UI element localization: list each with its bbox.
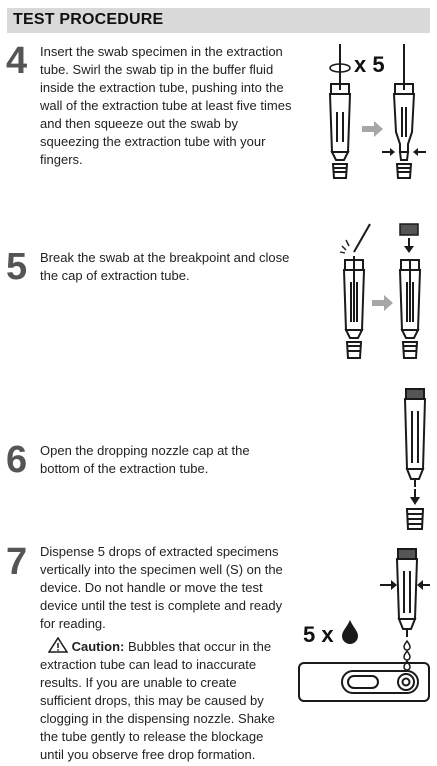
swab-swirl-illustration bbox=[318, 42, 430, 202]
step-text: Insert the swab specimen in the extraction tube. Swirl the swab tip in the buffer fluid inside the extraction tube, pushing into the wall of the extraction tube at least five times and then squeeze out the swab by squeezing the extraction tube with your fingers. bbox=[40, 44, 292, 167]
caution-label: Caution: bbox=[71, 639, 125, 654]
section-title: TEST PROCEDURE bbox=[13, 11, 164, 28]
step-text: Dispense 5 drops of extracted specimens vertically into the specimen well (S) on the device. Do not handle or move the test device until the test is complete and ready for reading. bbox=[40, 544, 283, 631]
step-number: 6 bbox=[6, 439, 28, 481]
step-number: 7 bbox=[6, 541, 28, 583]
caution-text: Bubbles that occur in the extraction tube can lead to inaccurate results. If you are unable to create sufficient drops, this may be caused by clogging in the dispensing nozzle. Shake the tube gently to release the blockage until you observe free drop formation. bbox=[40, 639, 275, 762]
step-text: Open the dropping nozzle cap at the bottom of the extraction tube. bbox=[40, 443, 250, 476]
swab-break-illustration bbox=[332, 222, 432, 372]
step-number: 5 bbox=[6, 246, 28, 288]
arrow-right-icon bbox=[372, 295, 393, 311]
section-header bbox=[7, 8, 430, 33]
arrow-right-icon bbox=[362, 121, 383, 137]
swirl-count: x 5 bbox=[354, 52, 385, 77]
dispense-drops-illustration bbox=[296, 545, 432, 705]
caution-block bbox=[40, 637, 280, 764]
open-nozzle-illustration bbox=[398, 387, 430, 537]
drops-count: 5 x bbox=[303, 622, 334, 647]
step-number: 4 bbox=[6, 40, 28, 82]
step-text: Break the swab at the breakpoint and close the cap of extraction tube. bbox=[40, 250, 290, 283]
warning-icon bbox=[48, 637, 68, 653]
